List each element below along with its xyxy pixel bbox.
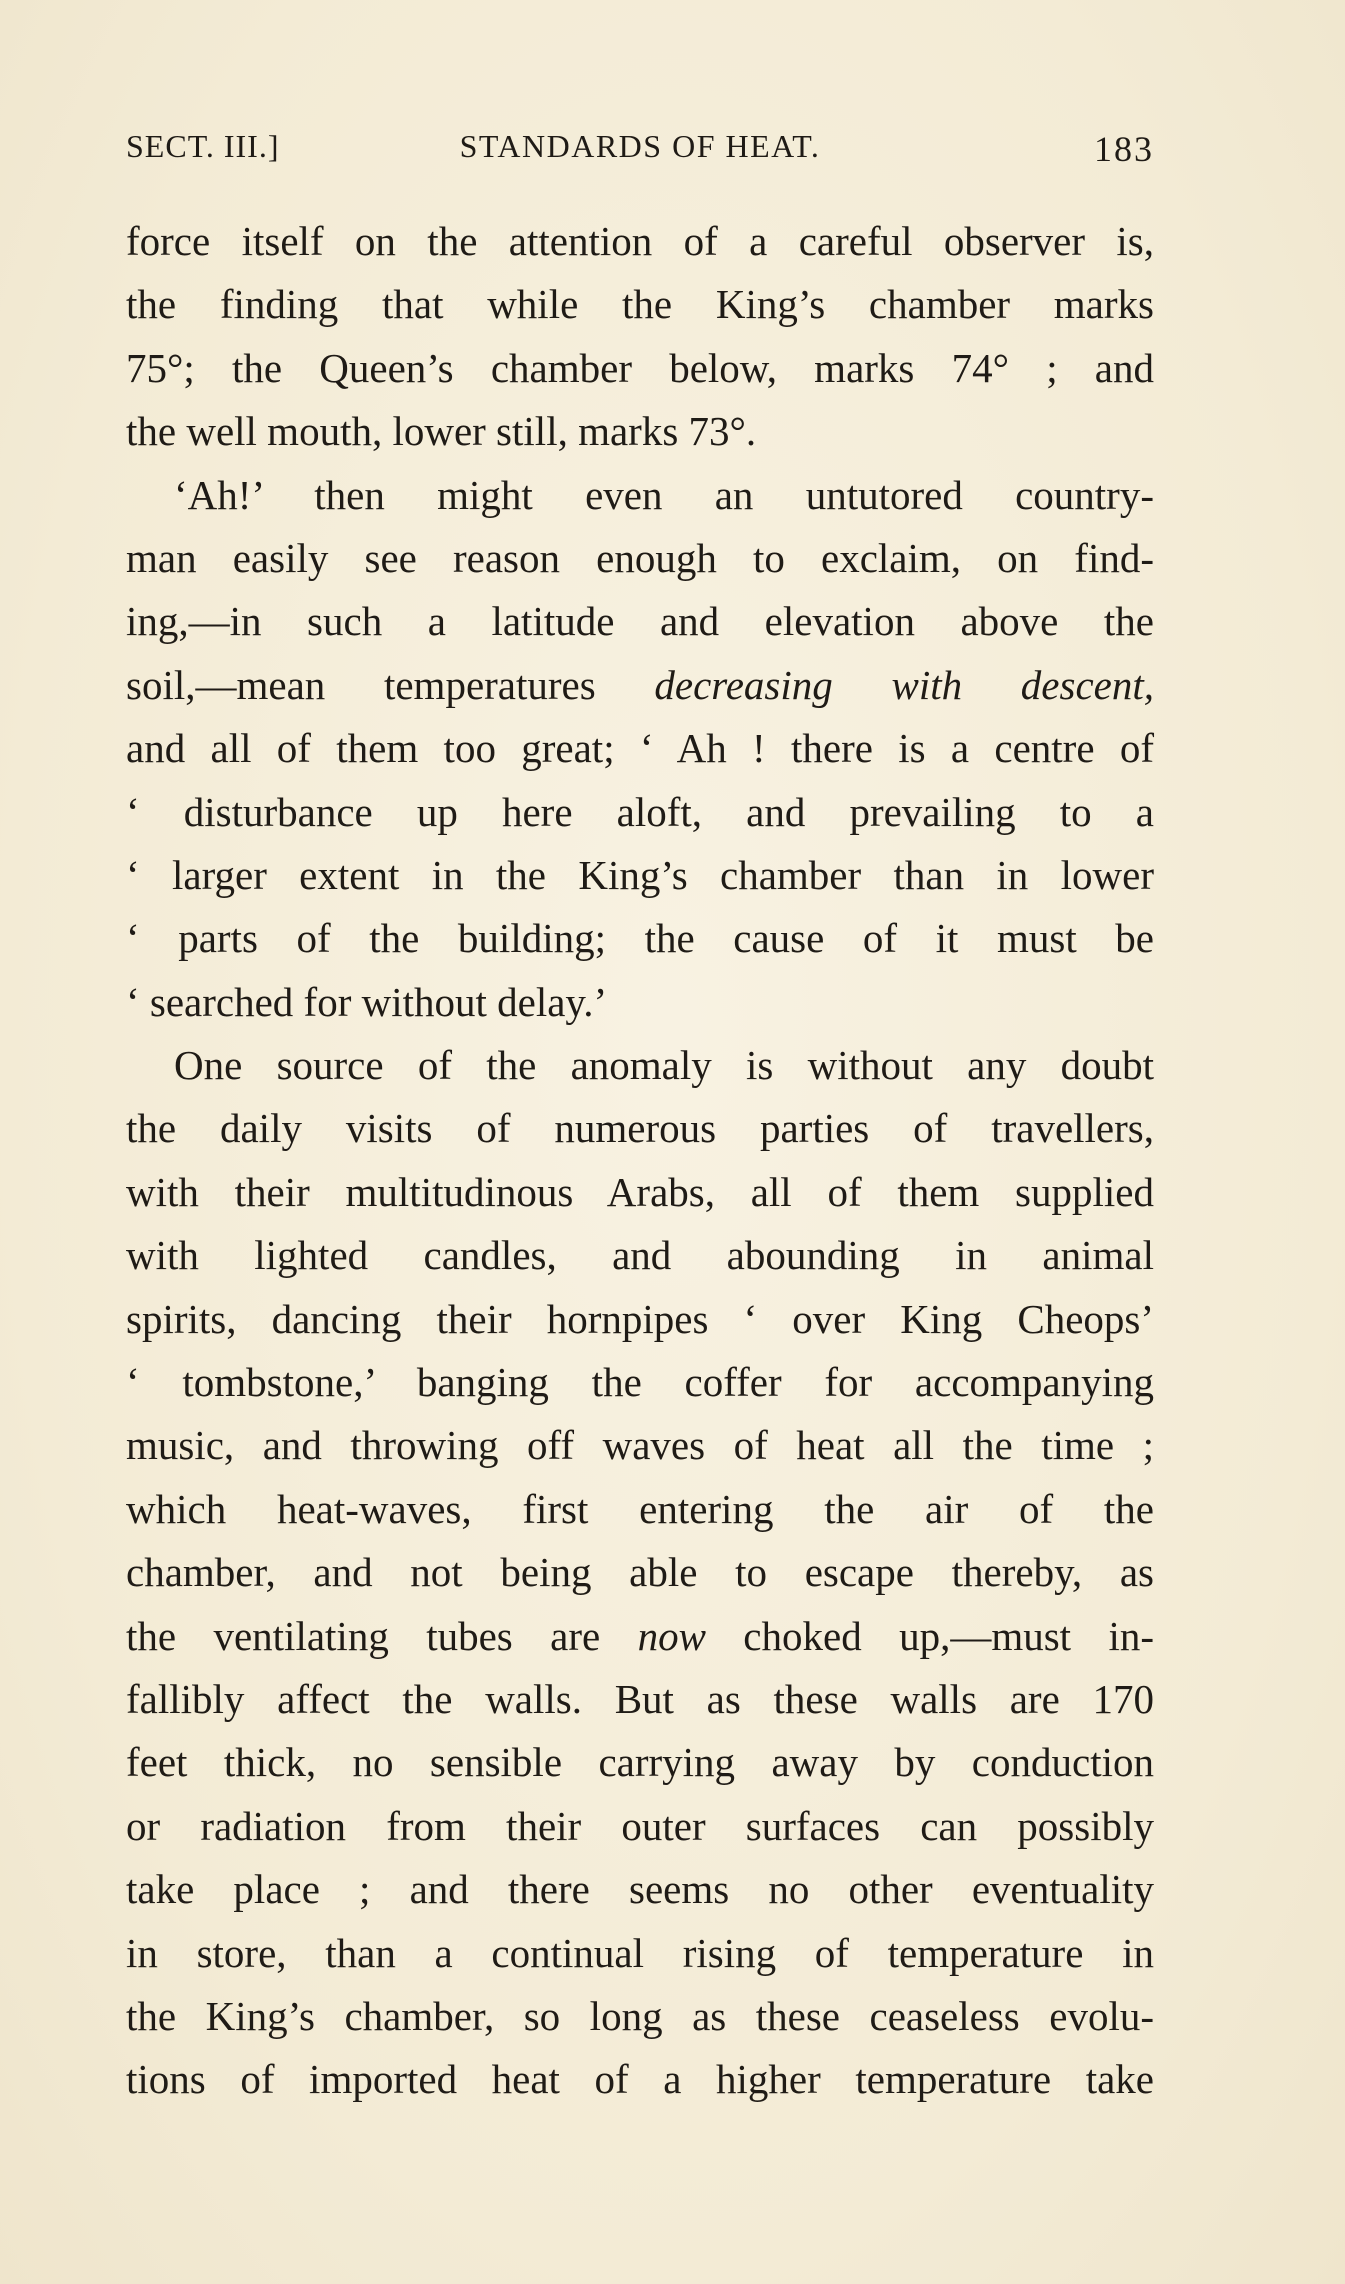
- text-segment: One source of the anomaly is without any doubt: [174, 1042, 1154, 1089]
- section-label: SECT. III.]: [126, 128, 280, 164]
- text-segment: fallibly affect the walls. But as these walls are 170: [126, 1675, 1154, 1722]
- text-segment: the ventilating tubes are: [126, 1612, 638, 1659]
- text-segment: ‘ searched for without delay.’: [126, 978, 608, 1025]
- text-line: [126, 1795, 1154, 1858]
- text-segment: in store, than a continual rising of temperature in: [126, 1929, 1154, 1976]
- text-segment: ‘ disturbance up here aloft, and prevailing to a: [126, 788, 1154, 835]
- text-segment: ing,—in such a latitude and elevation above the: [126, 598, 1154, 645]
- text-segment: spirits, dancing their hornpipes ‘ over King Cheops’: [126, 1295, 1154, 1342]
- text-line: [126, 337, 1154, 400]
- italic-text: decreasing with descent,: [654, 661, 1154, 708]
- text-segment: choked up,—must in-: [705, 1612, 1154, 1659]
- text-segment: ‘ tombstone,’ banging the coffer for accompanying: [126, 1359, 1154, 1406]
- text-line: [126, 907, 1154, 970]
- text-line: [126, 781, 1154, 844]
- page-number: 183: [1094, 129, 1154, 169]
- text-line: [126, 1414, 1154, 1477]
- text-line: [126, 1034, 1154, 1097]
- text-line: [126, 1731, 1154, 1794]
- text-segment: the finding that while the King’s chamber marks: [126, 281, 1154, 328]
- text-line: [126, 1668, 1154, 1731]
- text-line: [126, 2048, 1154, 2111]
- text-segment: with lighted candles, and abounding in animal: [126, 1232, 1154, 1279]
- text-line: [126, 654, 1154, 717]
- text-segment: or radiation from their outer surfaces can possibly: [126, 1802, 1154, 1849]
- text-segment: 75°; the Queen’s chamber below, marks 74° ; and: [126, 344, 1154, 391]
- text-line: [126, 1224, 1154, 1287]
- text-line: [126, 1161, 1154, 1224]
- text-segment: force itself on the attention of a careful observer is,: [126, 218, 1154, 264]
- text-line: [126, 844, 1154, 907]
- text-segment: which heat-waves, first entering the air of the: [126, 1485, 1154, 1532]
- text-segment: the well mouth, lower still, marks 73°.: [126, 408, 757, 455]
- text-segment: and all of them too great; ‘ Ah ! there is a centre of: [126, 725, 1154, 772]
- text-line: [126, 1541, 1154, 1604]
- text-segment: take place ; and there seems no other eventuality: [126, 1866, 1154, 1913]
- text-line: [126, 1605, 1154, 1668]
- text-line: [126, 273, 1154, 336]
- text-segment: man easily see reason enough to exclaim, on find-: [126, 534, 1154, 581]
- text-line: [126, 400, 1154, 463]
- body-text: [126, 210, 1154, 2112]
- text-line: [126, 1288, 1154, 1351]
- text-line: [126, 1985, 1154, 2048]
- text-segment: soil,—mean temperatures: [126, 661, 655, 708]
- text-segment: ‘ larger extent in the King’s chamber than in lower: [126, 851, 1154, 898]
- text-segment: the daily visits of numerous parties of travellers,: [126, 1105, 1154, 1152]
- text-line: [126, 1351, 1154, 1414]
- text-line: [126, 717, 1154, 780]
- running-head: [126, 128, 1154, 172]
- chapter-title: STANDARDS OF HEAT.: [459, 128, 821, 164]
- italic-text: now: [637, 1612, 706, 1659]
- text-line: [126, 527, 1154, 590]
- text-segment: music, and throwing off waves of heat all the time ;: [126, 1422, 1154, 1469]
- text-line: [126, 210, 1154, 273]
- text-segment: feet thick, no sensible carrying away by conduction: [126, 1739, 1154, 1786]
- text-line: [126, 1858, 1154, 1921]
- text-line: [126, 464, 1154, 527]
- text-line: [126, 1478, 1154, 1541]
- text-segment: ‘ parts of the building; the cause of it must be: [126, 915, 1154, 962]
- text-line: [126, 1097, 1154, 1160]
- text-segment: ‘Ah!’ then might even an untutored country-: [174, 471, 1154, 518]
- text-segment: chamber, and not being able to escape thereby, as: [126, 1549, 1154, 1596]
- text-line: [126, 1922, 1154, 1985]
- text-segment: tions of imported heat of a higher temperature take: [126, 2056, 1154, 2103]
- text-segment: with their multitudinous Arabs, all of them supplied: [126, 1168, 1154, 1215]
- text-segment: the King’s chamber, so long as these ceaseless evolu-: [126, 1992, 1154, 2039]
- text-line: [126, 590, 1154, 653]
- text-line: [126, 971, 1154, 1034]
